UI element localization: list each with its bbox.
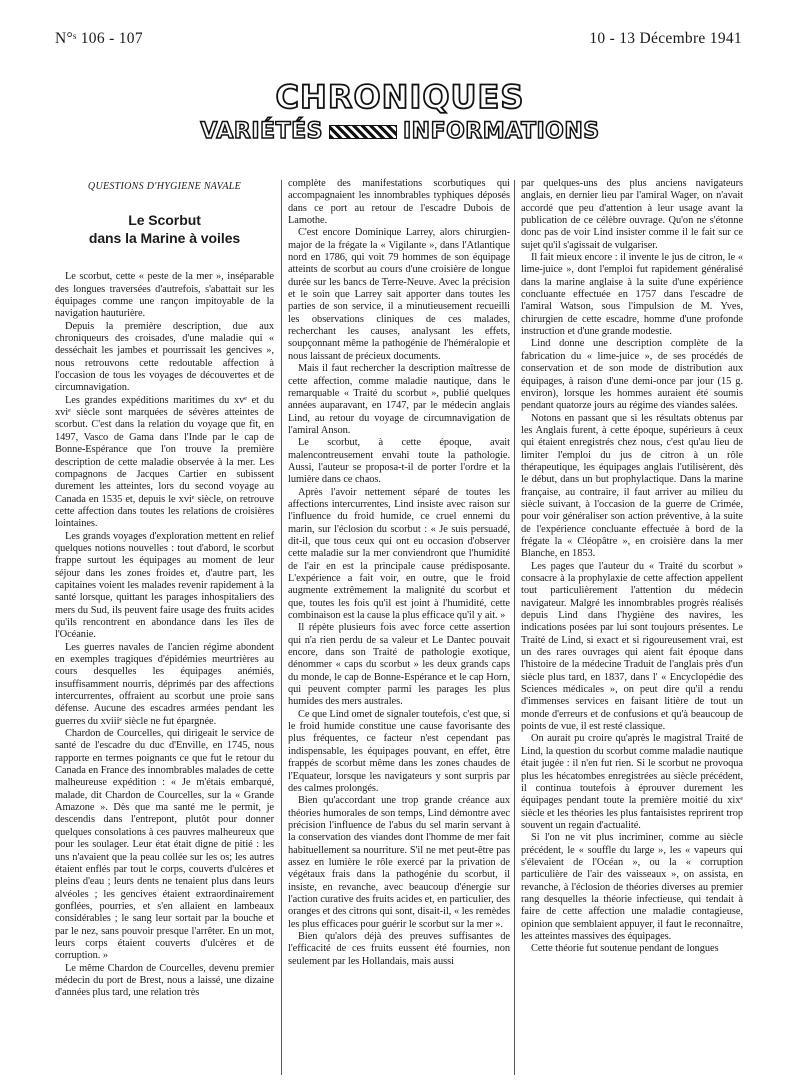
article-title [55, 211, 274, 247]
paragraph: complète des manifestations scorbutiques qui accompagnaient les innombrables typhiques déposés dans ce port au retour de l'escadre Dubois de Lamothe. [288, 178, 510, 227]
paragraph: Depuis la première description, due aux chroniqueurs des croisades, d'une maladie qui « desséchait les jambes et pourrissait les gencives », nous retrouvons cette redoutable affection à l'occasion de tous les voyages de découvertes et de circumnavigation. [55, 320, 274, 394]
paragraph: Mais il faut rechercher la description maîtresse de cette affection, comme maladie nautique, dans le remarquable « Traité du scorbut », publié quelques années auparavant, en 1747, par le médecin anglais Lind, au retour du voyage de circumnavigation de l'amiral Anson. [288, 363, 510, 436]
masthead-title: CHRONIQUES [275, 78, 525, 116]
paragraph: Bien qu'accordant une trop grande créance aux théories humorales de son temps, Lind démontre avec précision l'influence de l'abus du sel marin servant à la conservation des viandes dont l'homme de mer fait habituellement sa nourriture. S'il ne met peut-être pas assez en lumière le rôle exercé par la privation de végétaux frais dans la pathogénie du scorbut, il insiste, en revanche, avec beaucoup d'énergie sur l'action curative des fruits acides et, en particulier, des oranges et des citrons qui sont, disait-il, « les remèdes les plus efficaces pour guérir le scorbut sur la mer ». [288, 795, 510, 930]
paragraph: Il répète plusieurs fois avec force cette assertion qui n'a rien perdu de sa valeur et Le Dantec pouvait encore, dans son Traité de pathologie exotique, dénommer « caps du scorbut » les deux grands caps du monde, le cap de Bonne-Espérance et le cap Horn, qui peuvent compter parmi les parages les plus humides des mers australes. [288, 622, 510, 708]
section-heading: QUESTIONS D'HYGIENE NAVALE [87, 181, 242, 192]
issue-date: 10 - 13 Décembre 1941 [589, 30, 742, 47]
paragraph: Notons en passant que si les résultats obtenus par les Anglais furent, à cette époque, supérieurs à ceux qui étaient enregistrés chez nous, c'est qu'au lieu de limiter l'emploi du jus de citron à un rôle thérapeutique, les équipages anglais l'utilisèrent, dès le début, dans un but prophylactique. Dans la marine française, au contraire, il faut arriver au milieu du siècle suivant, à l'occasion de la guerre de Crimée, pour voir généraliser son action préventive, à la suite de l'expérience concluante effectuée à bord de la frégate la « Cléopâtre », en croisière dans la mer Blanche, en 1853. [521, 412, 743, 560]
paragraph: Cette théorie fut soutenue pendant de longues [531, 943, 719, 955]
column-3 [521, 178, 743, 956]
masthead-left: VARIÉTÉS [200, 119, 323, 144]
paragraph: par quelques-uns des plus anciens navigateurs anglais, en dernier lieu par l'amiral Wager, on n'avait accordé que peu d'attention à leur usage avant la publication de ce célèbre ouvrage. Qu'on ne s'étonne donc pas de voir Lind insister comme il le fait sur ce sujet qu'il s'agissait de vulgariser. [521, 178, 743, 251]
paragraph: Ce que Lind omet de signaler toutefois, c'est que, si le froid humide constitue une cause favorisante des plus fréquentes, ce facteur n'est cependant pas indispensable, les équipages pouvant, en effet, être frappés de scorbut même dans les zones chaudes de l'Equateur, lorsque les navigateurs y sont surpris par des calmes prolongés. [288, 708, 510, 794]
paragraph: Chardon de Courcelles, qui dirigeait le service de santé de l'escadre du duc d'Enville, en 1745, nous rapporte en termes poignants ce que fut le retour du Canada en France des innombrables malades de cette malheureuse expédition : « Je m'étais embarqué, malade, dit Chardon de Courcelles, sur la « Grande Amazone ». Dès que ma santé me le permit, je descendis dans l'entrepont, plutôt pour donner quelques consolations à ces pauvres malheureux que pour les soulager. Leur état était digne de pitié : les uns n'avaient que la peau collée sur les os; les autres étaient enflés par tout le corps, couverts d'ulcères et pleins d'eau ; leurs dents ne tenaient plus dans leurs alvéoles ; les gencives étaient extraordinairement gonflées, pourries, et s'en allaient en lambeaux considérables ; le sang leur sortait par la bouche et par le nez, sans pouvoir presque l'arrêter. En un mot, leurs corps étaient couverts d'ulcères et de corruption. » [55, 728, 274, 962]
paragraph: Lind donne une description complète de la fabrication du « lime-juice », de ses procédés de conservation et de son mode de distribution aux équipages, à raison d'une demi-once par jour (15 g. environ), lorsque les hommes auraient été soumis pendant quatorze jours au régime des viandes salées. [521, 338, 743, 412]
paragraph: Les guerres navales de l'ancien régime abondent en exemples tragiques d'épidémies meurtrières au cours desquelles les équipages anémiés, insuffisamment nourris, déprimés par des affections intercurrentes, offraient au scorbut une proie sans défense. Aucune des escadres armées pendant les guerres du xviiiᵉ siècle ne fut épargnée. [55, 641, 274, 727]
masthead-right: INFORMATIONS [402, 119, 600, 144]
column-1 [55, 181, 274, 1000]
column-divider [514, 180, 515, 1075]
issue-number: N°ˢ 106 - 107 [55, 30, 143, 47]
article-title-line-2: dans la Marine à voiles [88, 230, 241, 247]
paragraph: Si l'on ne vit plus incriminer, comme au siècle précédent, le « souffle du large », les « vapeurs qui s'élevaient de l'Océan », ou la « corruption particulière de l'air des vaisseaux », on assista, en revanche, à l'éclosion de théories diverses au premier rang desquelles la théorie infectieuse, qui tendait à faire de cette affection une maladie contagieuse, opinion que semblaient appuyer, il faut le reconnaître, les atteintes massives des équipages. [521, 832, 743, 942]
paragraph: C'est encore Dominique Larrey, alors chirurgien-major de la frégate la « Vigilante », dans l'Atlantique nord en 1786, qui voit 79 hommes de son équipage atteints de scorbut au cours d'une croisière de longue durée sur les bancs de Terre-Neuve. Avec la précision et le soin que Larrey sait apporter dans toutes les parties de son service, il a minutieusement recueilli les observations cliniques de ces malades, recherchant les causes, analysant les effets, soupçonnant même la pathogénie de l'héméralopie et nous laissant de précieux documents. [288, 227, 510, 362]
paragraph: On aurait pu croire qu'après le magistral Traité de Lind, la question du scorbut comme maladie nautique était jugée : il n'en fut rien. Si le scorbut ne provoqua plus les hécatombes enregistrées au siècle précédent, il continua toutefois à éprouver durement les équipages pendant toute la première moitié du xixᵉ siècle et les théories les plus fantaisistes reprirent trop souvent un regain d'actualité. [521, 733, 743, 831]
column-divider [281, 180, 282, 1075]
paragraph: Le scorbut, cette « peste de la mer », inséparable des longues traversées d'autrefois, s'abattait sur les équipages comme une rançon impitoyable de la navigation hauturière. [55, 271, 274, 320]
paragraph: Les grandes expéditions maritimes du xvᵉ et du xviᵉ siècle sont marquées de sévères atteintes de scorbut. C'est dans la relation du voyage que fit, en 1497, Vasco de Gama dans l'Inde par le cap de Bonne-Espérance que l'on trouve la première description de cette maladie observée à la mer. Les compagnons de Jacques Cartier en subissent durement les atteintes, lors du second voyage au Canada en 1535 et, depuis le xviᵉ siècle, on retrouve cette affection dans toutes les relations de croisières lointaines. [55, 394, 274, 530]
paragraph: Après l'avoir nettement séparé de toutes les affections intercurrentes, Lind insiste avec raison sur l'influence du froid humide, ce cruel ennemi du marin, sur l'éclosion du scorbut : « Je suis persuadé, dit-il, que tous ceux qui ont eu occasion d'observer cette maladie sur la mer conviendront que l'humidité de l'air en est la principale cause prédisposante. L'expérience a fait voir, en outre, que le froid augmente extrêmement la malignité du scorbut et que, toutes les fois qu'il est joint à l'humidité, cette combinaison est la cause la plus efficace qu'il y ait. » [288, 486, 510, 622]
column-2 [288, 178, 510, 968]
paragraph: Il fait mieux encore : il invente le jus de citron, le « lime-juice », dont l'emploi fut rapidement généralisé dans la marine anglaise à la suite d'une expérience concluante effectuée en 1757 dans l'escadre de l'amiral Watson, sous l'impulsion de M. Yves, chirurgien de cette escadre, homme d'une profonde instruction et d'une grande modestie. [521, 252, 743, 338]
paragraph: Bien qu'alors déjà des preuves suffisantes de l'efficacité de ces fruits eussent été fournies, non seulement par les Hollandais, mais aussi [288, 930, 510, 967]
paragraph: Les grands voyages d'exploration mettent en relief quelques notions nouvelles : tout d'abord, le scorbut frappe surtout les équipages au moment de leur séjour dans les zones froides et, d'autre part, les capitaines voient les malades revenir rapidement à la santé lorsque, quittant les parages inhospitaliers des mers du Sud, ils peuvent faire usage des fruits acides qu'ils rencontrent en abondance dans les îles de l'Océanie. [55, 530, 274, 641]
article-title-line-1: Le Scorbut [128, 212, 201, 229]
masthead-subtitle [0, 119, 800, 144]
ornament-icon [329, 125, 397, 139]
paragraph: Les pages que l'auteur du « Traité du scorbut » consacre à la prophylaxie de cette affection appellent tout particulièrement l'attention du médecin navigateur. Malgré les innombrables progrès réalisés depuis Lind dans l'hygiène des navires, les indications posées par lui sont toujours présentes. Le Traité de Lind, si exact et si rigoureusement vrai, est un des rares ouvrages qui aient fait époque dans l'histoire de la médecine Traduit de l'anglais près d'un siècle plus tard, en 1837, dans l' « Encyclopédie des Sciences médicales », on peut dire qu'il a rendu d'immenses services en faisant litière de tout un monde d'erreurs et de confusions et qu'à beaucoup de points de vue, il est resté classique. [521, 560, 743, 733]
paragraph: Le même Chardon de Courcelles, devenu premier médecin du port de Brest, nous a laissé, une dizaine d'années plus tard, une relation très [55, 962, 274, 999]
paragraph: Le scorbut, à cette époque, avait malencontreusement envahi toute la pathologie. Aussi, l'auteur se proposa-t-il de porter l'ordre et la lumière dans ce chaos. [288, 437, 510, 486]
